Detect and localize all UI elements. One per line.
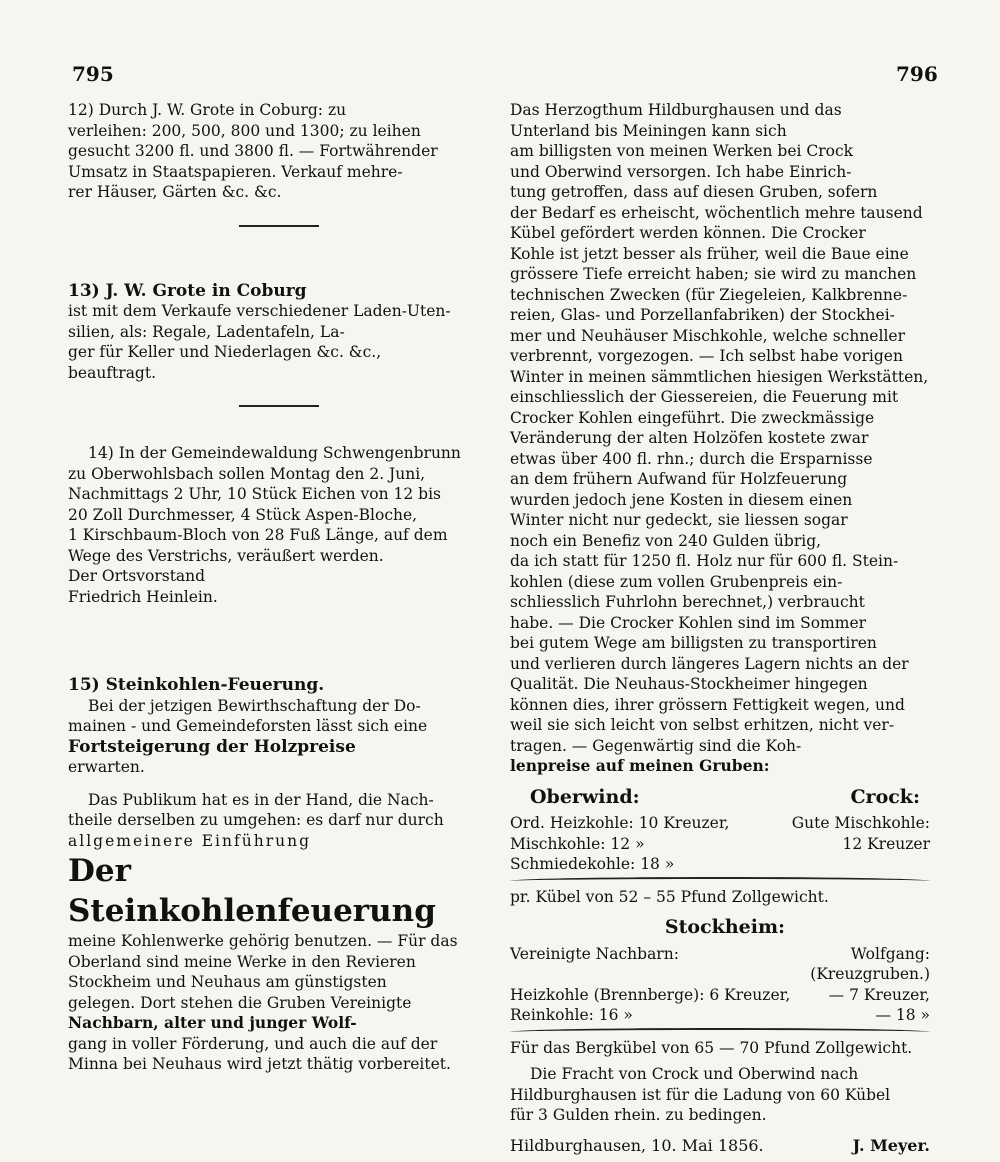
text-line: schliesslich Fuhrlohn berechnet,) verbraucht [510, 593, 865, 611]
signature-name: J. Meyer. [852, 1135, 930, 1155]
page-number-right: 796 [896, 62, 938, 86]
signature-line: Der Ortsvorstand [68, 567, 206, 585]
price-cell: Vereinigte Nachbarn: [510, 944, 679, 963]
price-row [510, 985, 930, 1006]
text-line: Hildburghausen ist für die Ladung von 60 Kübel [510, 1085, 891, 1104]
text-line: Bei der jetzigen Bewirthschaftung der Do- [88, 696, 421, 715]
text-line: Kübel gefördert werden können. Die Crocker [510, 224, 866, 242]
text-line: Crocker Kohlen eingeführt. Die zweckmässige [510, 408, 875, 427]
text-line: gang in voller Förderung, und auch die auf der [68, 1034, 438, 1053]
notice-13 [68, 281, 490, 384]
text-line: an dem frühern Aufwand für Holzfeuerung [510, 470, 848, 488]
left-column [68, 100, 490, 1075]
text-line: 13) J. W. Grote in Coburg [68, 280, 307, 301]
price-row [510, 964, 930, 985]
text-line: mer und Neuhäuser Mischkohle, welche schneller [510, 326, 905, 345]
text-line: 14) In der Gemeindewaldung Schwengenbrunn [88, 444, 461, 462]
price-header-oberwind: Oberwind: [530, 785, 640, 808]
text-line: gesucht 3200 fl. und 3800 fl. — Fortwährender [68, 142, 438, 160]
text-line: da ich statt für 1250 fl. Holz nur für 600 fl. Stein- [510, 552, 899, 570]
text-line: Winter nicht nur gedeckt, sie liessen sogar [510, 511, 848, 529]
text-line: gelegen. Dort stehen die Gruben Vereinigte [68, 993, 412, 1012]
price-cell: Wolfgang: [850, 944, 930, 963]
text-line: Qualität. Die Neuhaus-Stockheimer hingegen [510, 675, 868, 693]
price-cell: — 7 Kreuzer, [828, 985, 930, 1004]
text-line: grössere Tiefe erreicht haben; sie wird zu manchen [510, 265, 917, 283]
text-line: einschliesslich der Giessereien, die Feuerung mit [510, 388, 899, 406]
signature-line: Friedrich Heinlein. [68, 587, 218, 606]
price-row [510, 1005, 930, 1026]
brace-rule [510, 1028, 930, 1036]
price-cell: Reinkohle: 16 » [510, 1006, 633, 1024]
price-cell: Gute Mischkohle: [791, 814, 930, 832]
price-row [510, 944, 930, 965]
text-line: zu Oberwohlsbach sollen Montag den 2. Juni, [68, 464, 426, 483]
page-number-left: 795 [72, 62, 114, 86]
text-line: noch ein Benefiz von 240 Gulden übrig, [510, 531, 822, 550]
text-line: Fortsteigerung der Holzpreise [68, 736, 356, 757]
right-column [510, 100, 930, 1156]
text-line: beauftragt. [68, 363, 157, 382]
text-line: Das Publikum hat es in der Hand, die Nach- [88, 790, 434, 809]
text-line: kohlen (diese zum vollen Grubenpreis ein- [510, 572, 843, 591]
text-line: Winter in meinen sämmtlichen hiesigen Werkstätten, [510, 367, 929, 386]
notice-12 [68, 100, 490, 203]
price-cell: 12 Kreuzer [842, 834, 930, 853]
text-line: und verlieren durch längeres Lagern nichts an der [510, 654, 909, 673]
text-line: können dies, ihrer grössern Fettigkeit wegen, und [510, 695, 905, 714]
price-cell: Heizkohle (Brennberge): 6 Kreuzer, [510, 985, 791, 1004]
text-line: ist mit dem Verkaufe verschiedener Laden-Uten- [68, 302, 451, 320]
text-line: 20 Zoll Durchmesser, 4 Stück Aspen-Bloche, [68, 505, 418, 524]
price-note: Für das Bergkübel von 65 — 70 Pfund Zollgewicht. [510, 1038, 913, 1057]
text-line: Das Herzogthum Hildburghausen und das [510, 101, 842, 119]
text-line: 1 Kirschbaum-Bloch von 28 Fuß Länge, auf dem [68, 526, 448, 544]
text-line: wurden jedoch jene Kosten in diesem einen [510, 490, 853, 509]
price-row [510, 834, 930, 855]
price-header-crock: Crock: [850, 785, 920, 808]
text-line: Stockheim und Neuhaus am günstigsten [68, 973, 387, 991]
signature-place: Hildburghausen, 10. Mai 1856. [510, 1135, 764, 1155]
text-line: ger für Keller und Niederlagen &c. &c., [68, 343, 382, 361]
text-line: silien, als: Regale, Ladentafeln, La- [68, 322, 345, 341]
notice-heading: 15) Steinkohlen-Feuerung. [68, 675, 325, 695]
text-line: reien, Glas- und Porzellanfabriken) der Stockhei- [510, 306, 895, 324]
price-header-row [530, 787, 920, 808]
signature-row [510, 1136, 930, 1157]
text-line: und Oberwind versorgen. Ich habe Einrich- [510, 162, 852, 181]
text-line: Wege des Verstrichs, veräußert werden. [68, 546, 384, 565]
separator-rule [239, 225, 319, 227]
price-header-row [530, 917, 920, 938]
notice-15 [68, 675, 490, 1075]
price-cell: (Kreuzgruben.) [810, 965, 930, 983]
text-line: Umsatz in Staatspapieren. Verkauf mehre- [68, 162, 403, 181]
price-header-stockheim: Stockheim: [664, 916, 786, 938]
text-line: erwarten. [68, 758, 145, 776]
text-line: allgemeinere Einführung [68, 831, 311, 850]
price-cell: — 18 » [875, 1006, 930, 1024]
text-line: Unterland bis Meiningen kann sich [510, 121, 787, 140]
text-line: Die Fracht von Crock und Oberwind nach [530, 1065, 859, 1083]
text-line: 12) Durch J. W. Grote in Coburg: zu [68, 101, 347, 119]
text-line: verleihen: 200, 500, 800 und 1300; zu leihen [68, 121, 421, 140]
text-line: Veränderung der alten Holzöfen kostete zwar [510, 429, 869, 447]
notice-14 [68, 443, 490, 607]
text-line: Oberland sind meine Werke in den Revieren [68, 952, 416, 971]
text-line: Kohle ist jetzt besser als früher, weil die Baue eine [510, 244, 909, 263]
text-line: Nachbarn, alter und junger Wolf- [68, 1013, 357, 1032]
display-heading: Der Steinkohlenfeuerung [68, 853, 436, 929]
text-line: Nachmittags 2 Uhr, 10 Stück Eichen von 12 bis [68, 485, 441, 503]
price-note: pr. Kübel von 52 – 55 Pfund Zollgewicht. [510, 887, 829, 906]
text-line: mainen - und Gemeindeforsten lässt sich eine [68, 717, 428, 735]
brace-rule [510, 877, 930, 885]
price-cell: Ord. Heizkohle: 10 Kreuzer, [510, 814, 730, 832]
text-line: für 3 Gulden rhein. zu bedingen. [510, 1106, 767, 1124]
text-line: habe. — Die Crocker Kohlen sind im Sommer [510, 613, 867, 632]
text-line: weil sie sich leicht von selbst erhitzen, nicht ver- [510, 716, 895, 734]
text-line: der Bedarf es erheischt, wöchentlich mehre tausend [510, 203, 923, 222]
text-line: technischen Zwecken (für Ziegeleien, Kalkbrenne- [510, 285, 908, 304]
text-line: etwas über 400 fl. rhn.; durch die Ersparnisse [510, 449, 873, 468]
text-line: Minna bei Neuhaus wird jetzt thätig vorbereitet. [68, 1055, 451, 1073]
text-line: meine Kohlenwerke gehörig benutzen. — Für das [68, 932, 458, 950]
text-line: am billigsten von meinen Werken bei Crock [510, 142, 854, 160]
text-line: tragen. — Gegenwärtig sind die Koh- [510, 736, 802, 755]
price-cell: Mischkohle: 12 » [510, 834, 645, 853]
separator-rule [239, 405, 319, 407]
text-line: lenpreise auf meinen Gruben: [510, 756, 770, 775]
text-line: rer Häuser, Gärten &c. &c. [68, 183, 282, 201]
price-row [510, 854, 930, 875]
text-line: theile derselben zu umgehen: es darf nur durch [68, 811, 444, 829]
price-cell: Schmiedekohle: 18 » [510, 855, 675, 873]
price-row [510, 813, 930, 834]
text-line: tung getroffen, dass auf diesen Gruben, sofern [510, 183, 878, 201]
text-line: bei gutem Wege am billigsten zu transportiren [510, 634, 877, 652]
text-line: verbrennt, vorgezogen. — Ich selbst habe vorigen [510, 347, 903, 365]
